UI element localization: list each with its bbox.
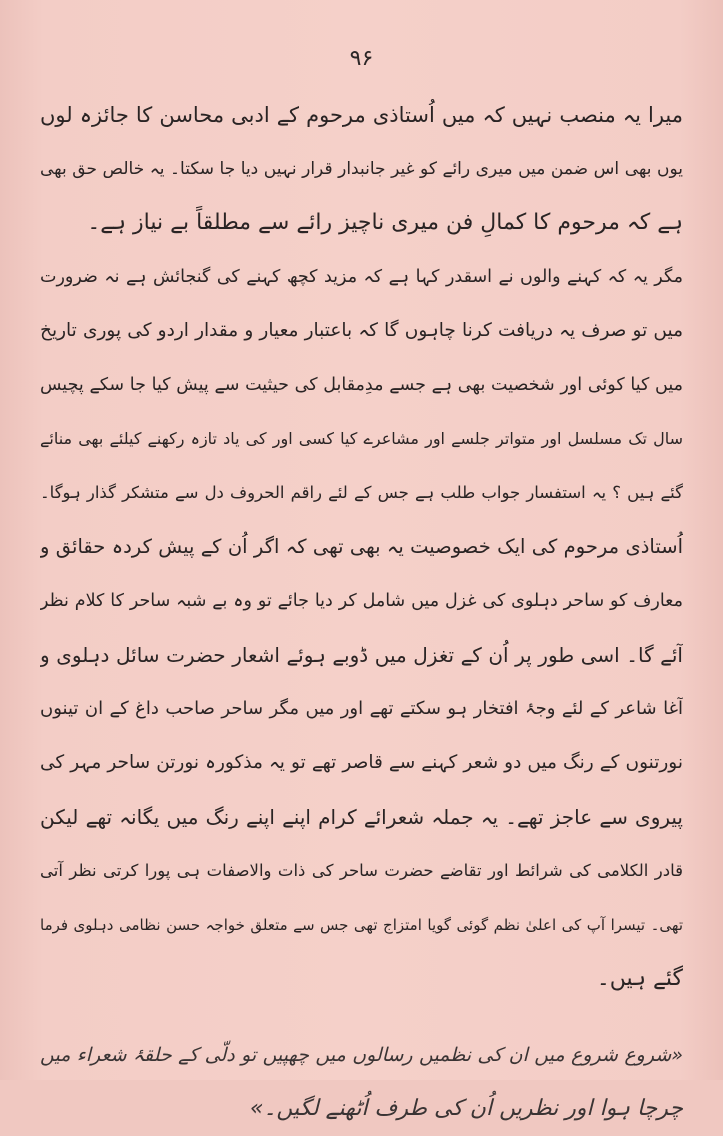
text-line: نورتنوں کے رنگ میں دو شعر کہنے سے قاصر تھے تو یہ مذکورہ نورتن ساحر مہر کی	[40, 752, 683, 773]
page-number: ۹۶	[349, 46, 374, 71]
text-line: میں تو صرف یہ دریافت کرنا چاہوں گا کہ باعتبار معیار و مقدار اردو کی پوری تاریخ	[40, 320, 683, 341]
quote-line: چرچا ہوا اور نظریں اُن کی طرف اُٹھنے لگیں۔»	[249, 1096, 683, 1121]
text-line: یوں بھی اس ضمن میں میری رائے کو غیر جانبدار قرار نہیں دیا جا سکتا۔ یہ خالص حق بھی	[40, 159, 683, 179]
text-line: قادر الکلامی کی شرائط اور تقاضے حضرت ساحر کی ذات والاصفات ہی پورا کرتی نظر آتی	[40, 861, 683, 880]
text-line: مگر یہ کہ کہنے والوں نے اسقدر کہا ہے کہ مزید کچھ کہنے کی گنجائش ہے نہ ضرورت	[40, 267, 683, 287]
text-line: تھی۔ تیسرا آپ کی اعلیٰ نظم گوئی گویا امتزاج تھی جس سے متعلق خواجہ حسن نظامی دہلوی فرما	[40, 916, 683, 934]
text-line: سال تک مسلسل اور متواتر جلسے اور مشاعرے کیا کسی اور کی یاد تازہ رکھنے کیلئے بھی منائے	[40, 429, 683, 448]
text-line: معارف کو ساحر دہلوی کی غزل میں شامل کر دیا جائے تو وہ بے شبہ ساحر کا کلام نظر	[40, 591, 683, 611]
text-line: گئے ہیں۔	[596, 966, 683, 991]
text-line: میرا یہ منصب نہیں کہ میں اُستاذی مرحوم کے ادبی محاسن کا جائزہ لوں	[40, 103, 683, 127]
body-text	[40, 88, 683, 1136]
text-line: گئے ہیں ؟ یہ استفسار جواب طلب ہے جس کے لئے راقم الحروف دل سے متشکر گذار ہوگا۔	[40, 483, 683, 502]
text-line: ہے کہ مرحوم کا کمالِ فن میری ناچیز رائے سے مطلقاً بے نیاز ہے۔	[87, 210, 683, 235]
text-line: آئے گا۔ اسی طور پر اُن کے تغزل میں ڈوبے ہوئے اشعار حضرت سائل دہلوی و	[40, 643, 683, 667]
quote-line: «شروع شروع میں ان کی نظمیں رسالوں میں چھپیں تو دلّی کے حلقۂ شعراء میں	[40, 1044, 683, 1066]
text-line: آغا شاعر کے لئے وجۂ افتخار ہو سکتے تھے اور میں مگر ساحر صاحب داغ کے ان تینوں	[40, 698, 683, 719]
text-line: اُستاذی مرحوم کی ایک خصوصیت یہ بھی تھی کہ اگر اُن کے پیش کردہ حقائق و	[40, 535, 683, 558]
text-line: میں کیا کوئی اور شخصیت بھی ہے جسے مدِمقابل کی حیثیت سے پیش کیا جا سکے پچیس	[40, 375, 683, 395]
text-line: پیروی سے عاجز تھے۔ یہ جملہ شعرائے کرام اپنے اپنے رنگ میں یگانہ تھے لیکن	[40, 805, 683, 829]
